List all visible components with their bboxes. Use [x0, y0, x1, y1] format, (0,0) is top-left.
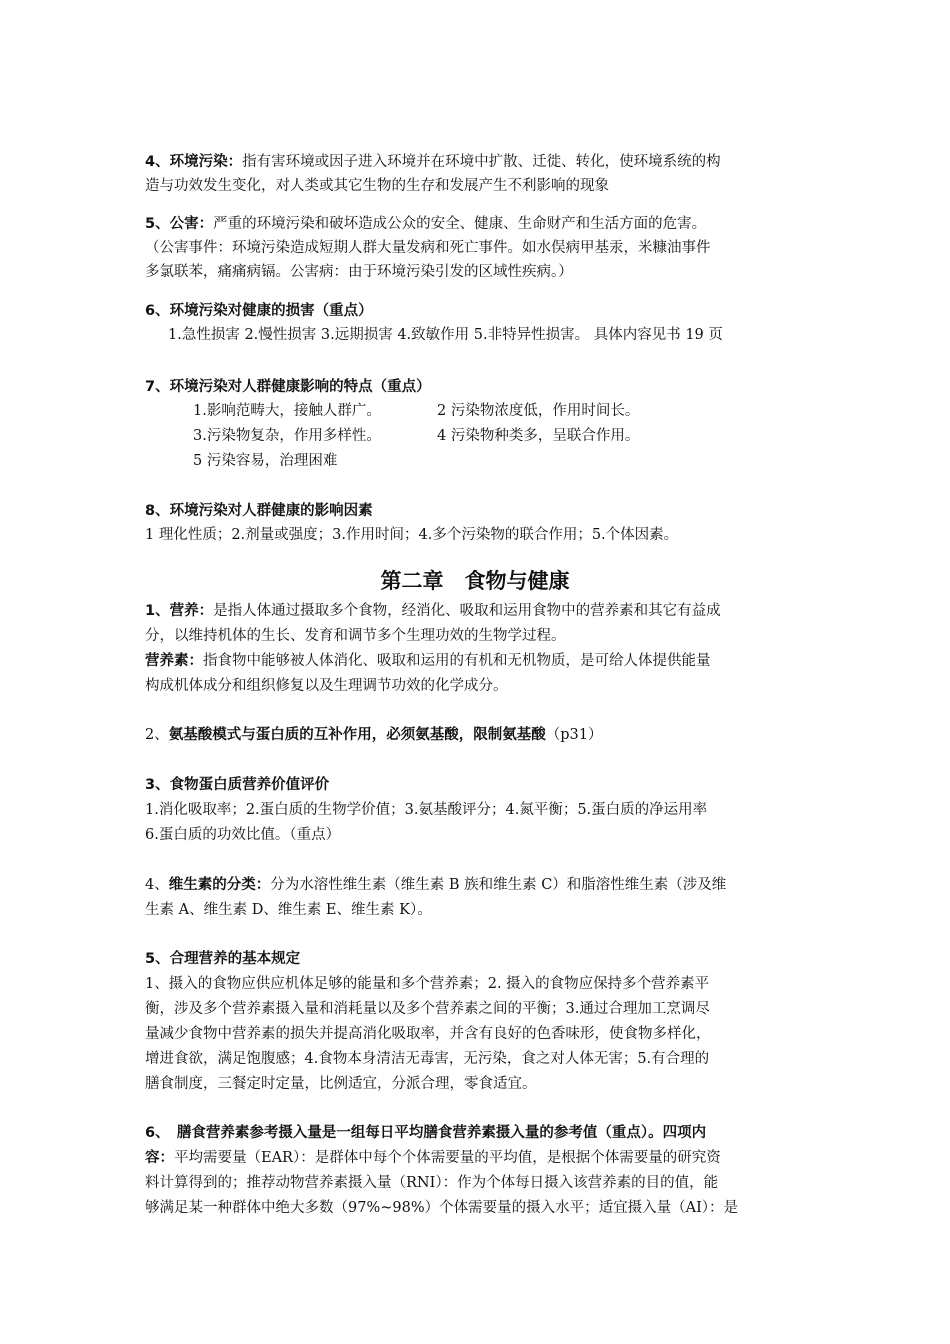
reasonable-nutrition-line-5: 膳食制度，三餐定时定量，比例适宜，分派合理，零食适宜。: [145, 1076, 537, 1092]
amino-acid-number: 2、: [145, 727, 169, 743]
nutrition-line-1: [145, 601, 721, 621]
nutrient-line-2: 构成机体成分和组织修复以及生理调节功效的化学成分。: [145, 678, 508, 694]
reasonable-nutrition-line-1: 1、摄入的食物应供应机体足够的能量和多个营养素；2. 摄入的食物应保持多个营养素平: [145, 976, 710, 992]
dri-heading: 6、 膳食营养素参考摄入量是一组每日平均膳食营养素摄入量的参考值（重点）。四项内: [145, 1125, 707, 1141]
vitamin-number: 4、: [145, 877, 169, 893]
vitamin-line-1: [145, 875, 726, 895]
section-5-text: 严重的环境污染和破坏造成公众的安全、健康、生命财产和生活方面的危害。: [213, 216, 707, 232]
section-7-item-3: 3.污染物复杂，作用多样性。: [193, 428, 381, 444]
dri-heading-tail: 容：: [145, 1150, 174, 1166]
nutrition-heading: 1、营养：: [145, 603, 214, 619]
dri-line-2: 料计算得到的；推荐动物营养素摄入量（RNI）：作为个体每日摄入该营养素的目的值，能: [145, 1175, 719, 1191]
section-5-line-1: [145, 214, 706, 234]
section-7-item-1: 1.影响范畴大，接触人群广。: [193, 403, 381, 419]
section-4-line-2: 造与功效发生变化，对人类或其它生物的生存和发展产生不利影响的现象: [145, 178, 609, 194]
section-5-line-3: 多氯联苯，痛痛病镉。公害病：由于环境污染引发的区域性疾病。）: [145, 264, 573, 280]
vitamin-line-2: 生素 A、维生素 D、维生素 E、维生素 K）。: [145, 902, 432, 918]
amino-acid-page-ref: （p31）: [545, 727, 603, 743]
section-8-line-1: 1 理化性质；2.剂量或强度；3.作用时间；4.多个污染物的联合作用；5.个体因素。: [145, 527, 679, 543]
section-7-item-5: 5 污染容易，治理困难: [193, 453, 338, 469]
nutrient-text: 指食物中能够被人体消化、吸取和运用的有机和无机物质，是可给人体提供能量: [203, 653, 711, 669]
dri-line-3: 够满足某一种群体中绝大多数（97%~98%）个体需要量的摄入水平；适宜摄入量（AI）：是: [145, 1200, 739, 1216]
section-6-line-1: 1.急性损害 2.慢性损害 3.远期损害 4.致敏作用 5.非特异性损害。 具体内容见书 19 页: [168, 327, 723, 343]
reasonable-nutrition-line-2: 衡，涉及多个营养素摄入量和消耗量以及多个营养素之间的平衡；3.通过合理加工烹调尽: [145, 1001, 710, 1017]
amino-acid-line: [145, 725, 602, 745]
reasonable-nutrition-heading: 5、合理营养的基本规定: [145, 951, 301, 967]
nutrition-text: 是指人体通过摄取多个食物，经消化、吸取和运用食物中的营养素和其它有益成: [213, 603, 721, 619]
dri-text: 平均需要量（EAR）：是群体中每个个体需要量的平均值，是根据个体需要量的研究资: [174, 1150, 721, 1166]
vitamin-heading: 维生素的分类：: [168, 877, 271, 893]
section-5-heading: 5、公害：: [145, 216, 214, 232]
vitamin-text: 分为水溶性维生素（维生素 B 族和维生素 C）和脂溶性维生素（涉及维: [270, 877, 727, 893]
section-4-line-1: [145, 152, 721, 172]
reasonable-nutrition-line-4: 增进食欲，满足饱腹感；4.食物本身清洁无毒害，无污染，食之对人体无害；5.有合理的: [145, 1051, 710, 1067]
nutrient-line-1: [145, 651, 711, 671]
amino-acid-heading: 氨基酸模式与蛋白质的互补作用，必须氨基酸，限制氨基酸: [168, 727, 546, 743]
protein-eval-line-2: 6.蛋白质的功效比值。（重点）: [145, 827, 341, 843]
protein-eval-line-1: 1.消化吸取率；2.蛋白质的生物学价值；3.氨基酸评分；4.氮平衡；5.蛋白质的净运用率: [145, 802, 708, 818]
section-5-line-2: （公害事件：环境污染造成短期人群大量发病和死亡事件。如水俣病甲基汞，米糠油事件: [145, 240, 711, 256]
section-4-text: 指有害环境或因子进入环境并在环境中扩散、迁徙、转化，使环境系统的构: [242, 154, 721, 170]
section-6-heading: 6、环境污染对健康的损害（重点）: [145, 303, 373, 319]
nutrition-line-2: 分，以维持机体的生长、发育和调节多个生理功效的生物学过程。: [145, 628, 566, 644]
section-4-heading: 4、环境污染：: [145, 154, 243, 170]
section-7-item-2: 2 污染物浓度低，作用时间长。: [437, 403, 640, 419]
dri-line-1: [145, 1148, 721, 1168]
section-7-item-4: 4 污染物种类多，呈联合作用。: [437, 428, 640, 444]
reasonable-nutrition-line-3: 量减少食物中营养素的损失并提高消化吸取率，并含有良好的色香味形，使食物多样化，: [145, 1026, 711, 1042]
chapter-title: 第二章 食物与健康: [380, 569, 570, 593]
section-7-heading: 7、环境污染对人群健康影响的特点（重点）: [145, 379, 431, 395]
section-8-heading: 8、环境污染对人群健康的影响因素: [145, 503, 373, 519]
protein-eval-heading: 3、食物蛋白质营养价值评价: [145, 777, 330, 793]
nutrient-heading: 营养素：: [145, 653, 203, 669]
